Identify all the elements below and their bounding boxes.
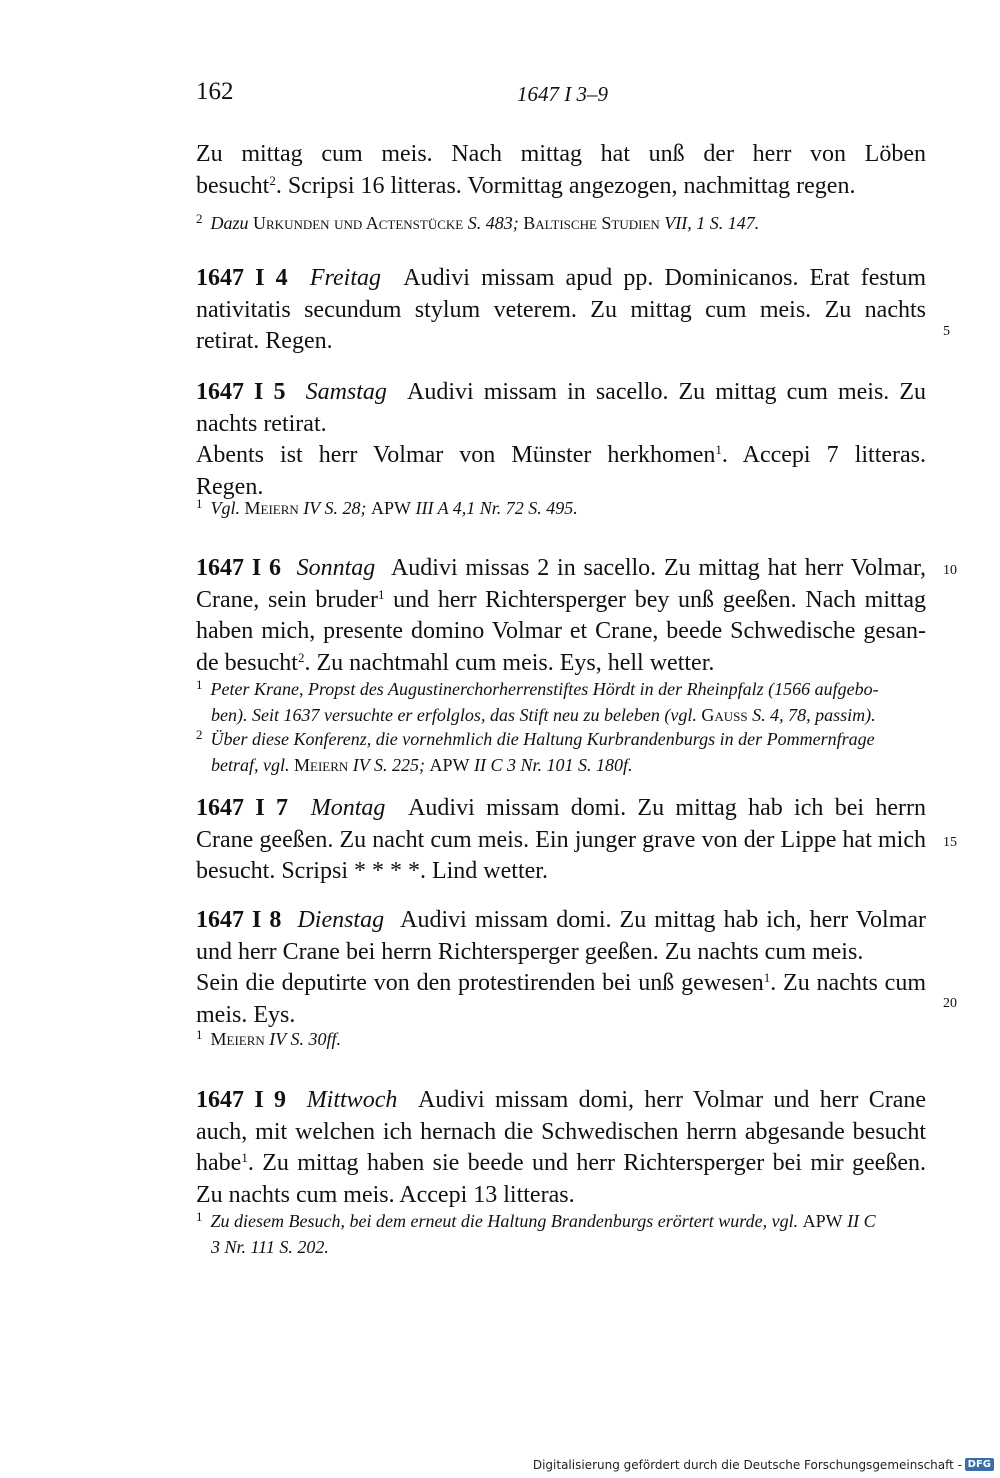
footnote: $^1$ Peter Krane, Propst des Augustinerchorherrenstiftes Hördt in der Rheinpfalz (1566 aufgebo- ben). Seit 1637 versuchte er erfolglos, das Stift neu zu beleben (vgl. Gauss S. 4, 78, passim). $^2$ Über diese Konferenz, die vornehmlich die Haltung Kurbrandenburgs in der Pommernfrage betraf, vgl. Meiern IV S. 225; APW II C 3 Nr. 101 S. 180f.	[196, 677, 879, 775]
footnote: $^1$ Meiern IV S. 30ff.	[196, 1027, 341, 1049]
entry-1647-i-4	[196, 263, 926, 358]
text-line: Sein die deputirte von den protestirenden bei unß gewesen$^1$. Zu nachts cum	[196, 970, 926, 996]
page-number: 162	[196, 78, 234, 105]
text-line: 1647 I 6 Sonntag Audivi missas 2 in sacello. Zu mittag hat herr Volmar,	[196, 555, 927, 581]
text-line: meis. Eys.	[196, 1001, 296, 1028]
entry-date: 1647 I 5	[196, 379, 286, 405]
weekday: Mittwoch	[306, 1087, 398, 1113]
text-line: Zu nachts cum meis. Accepi 13 litteras.	[196, 1181, 575, 1208]
line-number: 5	[943, 324, 950, 339]
text-line: Crane, sein bruder$^1$ und herr Richtersperger bey unß geeßen. Nach mittag	[196, 586, 927, 613]
entry-1647-i-6	[196, 553, 926, 679]
line-number: 10	[943, 563, 957, 578]
dfg-logo: DFG	[965, 1458, 994, 1471]
text-line: haben mich, presente domino Volmar et Crane, beede Schwedische gesan-	[196, 618, 926, 644]
text-line: 1647 I 4 Freitag Audivi missam apud pp. Dominicanos. Erat festum	[196, 265, 927, 291]
text-line: 1647 I 7 Montag Audivi missam domi. Zu mittag hab ich bei herrn	[196, 795, 927, 821]
entry-date: 1647 I 8	[196, 907, 282, 933]
text-line: nativitatis secundum stylum veterem. Zu mittag cum meis. Zu nachts	[196, 296, 926, 323]
footnote: $^1$ Vgl. Meiern IV S. 28; APW III A 4,1 Nr. 72 S. 495.	[196, 496, 578, 518]
footnote-ref: 1	[715, 442, 722, 457]
entry-date: 1647 I 4	[196, 265, 288, 291]
entry-continued	[196, 139, 926, 202]
text-line: Regen.	[196, 473, 264, 500]
text-line: auch, mit welchen ich hernach die Schwedischen herrn abgesande besucht	[196, 1118, 926, 1145]
footnote-ref: 2	[269, 172, 276, 188]
entry-date: 1647 I 6	[196, 555, 281, 581]
text-line: 1647 I 9 Mittwoch Audivi missam domi, herr Volmar und herr Crane	[196, 1087, 927, 1113]
footnote-ref: 1	[377, 586, 385, 602]
weekday: Sonntag	[296, 555, 376, 581]
entry-1647-i-7	[196, 793, 926, 888]
text-line: Crane geeßen. Zu nacht cum meis. Ein junger grave von der Lippe hat mich	[196, 826, 926, 853]
text-line: Abents ist herr Volmar von Münster herkhomen$^1$. Accepi 7 litteras.	[196, 442, 926, 468]
footnote: $^2$ Dazu Urkunden und Actenstücke S. 483; Baltische Studien VII, 1 S. 147.	[196, 211, 760, 233]
footnote: $^1$ Zu diesem Besuch, bei dem erneut die Haltung Brandenburgs erörtert wurde, vgl. APW II C 3 Nr. 111 S. 202.	[196, 1209, 876, 1257]
entry-1647-i-9	[196, 1085, 926, 1211]
line-number: 20	[943, 996, 957, 1011]
weekday: Freitag	[309, 265, 381, 291]
footnote-ref: 1	[763, 970, 771, 985]
text-line: und herr Crane bei herrn Richtersperger geeßen. Zu nachts cum meis.	[196, 938, 864, 965]
text-line: besucht. Scripsi * * * *. Lind wetter.	[196, 858, 548, 884]
text-line: retirat. Regen.	[196, 328, 333, 354]
text-line: nachts retirat.	[196, 410, 327, 437]
text-line: besucht$^2$. Scripsi 16 litteras. Vormittag angezogen, nachmittag regen.	[196, 172, 856, 199]
text-line: 1647 I 5 Samstag Audivi missam in sacello. Zu mittag cum meis. Zu	[196, 379, 927, 405]
entry-1647-i-8	[196, 905, 926, 1031]
weekday: Montag	[310, 795, 386, 821]
text-line: 1647 I 8 Dienstag Audivi missam domi. Zu mittag hab ich, herr Volmar	[196, 907, 927, 933]
digitization-credit: Digitalisierung gefördert durch die Deutsche Forschungsgemeinschaft -	[532, 1458, 962, 1472]
entry-date: 1647 I 9	[196, 1087, 287, 1113]
footnote-ref: 2	[297, 649, 305, 665]
entry-date: 1647 I 7	[196, 795, 289, 821]
footnote-ref: 1	[241, 1150, 248, 1165]
text-line: Zu mittag cum meis. Nach mittag hat unß der herr von Löben	[196, 141, 926, 167]
line-number: 15	[943, 835, 957, 850]
entry-1647-i-5	[196, 377, 926, 503]
running-head: 1647 I 3–9	[517, 82, 608, 106]
text-line: de besucht$^2$. Zu nachtmahl cum meis. Eys, hell wetter.	[196, 649, 715, 676]
weekday: Samstag	[305, 379, 387, 405]
weekday: Dienstag	[297, 907, 385, 933]
text-line: habe$^1$. Zu mittag haben sie beede und herr Richtersperger bei mir geeßen.	[196, 1150, 926, 1176]
